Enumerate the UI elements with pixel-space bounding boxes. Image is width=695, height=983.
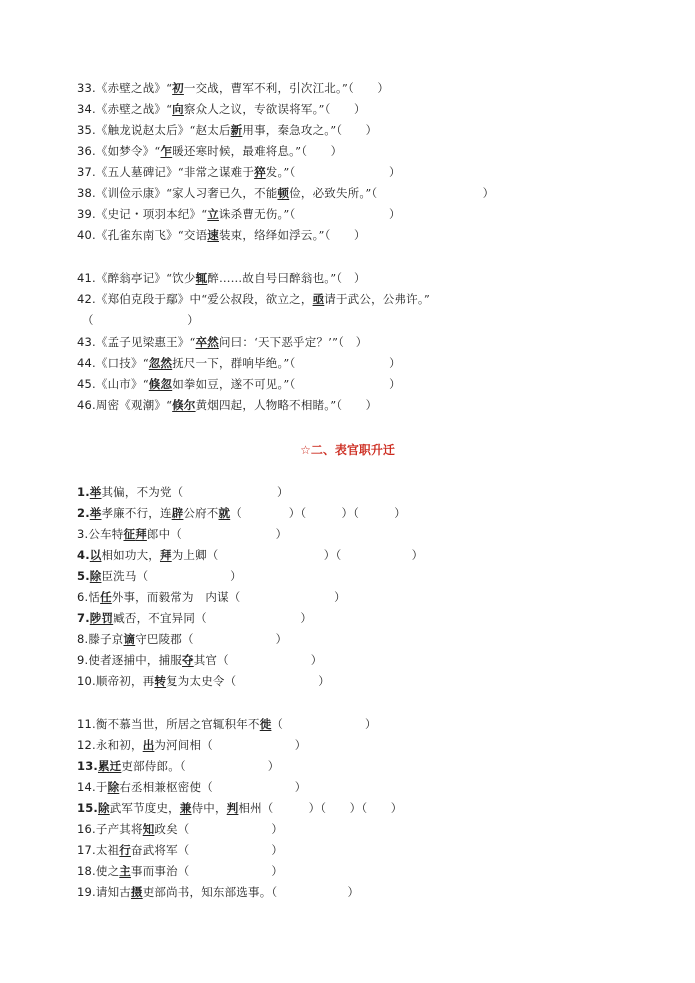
emphasized-word: 就 <box>218 506 231 520</box>
sentence-text: 衡不慕当世，所居之官辄积年不 <box>95 717 260 731</box>
sentence-text: 《如梦令》“ <box>95 144 161 158</box>
sentence-text: 醉……故自号曰醉翁也。”（ ） <box>207 271 366 285</box>
emphasized-word: 谪 <box>123 632 136 646</box>
sentence-text: 外事，而毅常为 内谋（ ） <box>111 590 346 604</box>
sentence-text: 相如功大， <box>101 548 160 562</box>
item-number: 9. <box>77 653 89 667</box>
section-title-official-promotion: ☆二、表官职升迁 <box>300 443 395 457</box>
sentence-text: 子产其将 <box>95 822 143 836</box>
item-number: 1. <box>77 485 90 499</box>
exercise-line <box>77 758 279 774</box>
item-number: 36. <box>77 144 96 158</box>
item-number: 39. <box>77 207 96 221</box>
sentence-text: 一交战，曹军不利，引次江北。”（ ） <box>183 81 390 95</box>
item-number: 2. <box>77 506 90 520</box>
emphasized-word: 兼 <box>179 801 192 815</box>
sentence-text: 顺帝初，再 <box>95 674 155 688</box>
emphasized-word: 举 <box>89 485 102 499</box>
exercise-line <box>77 505 406 521</box>
emphasized-word: 速 <box>207 228 219 242</box>
exercise-line <box>77 589 346 605</box>
exercise-line <box>77 101 366 117</box>
emphasized-word: 主 <box>119 864 131 878</box>
item-number: 16. <box>77 822 96 836</box>
sentence-text: 吏部尚书，知东部选事。（ ） <box>142 885 360 899</box>
item-number: 45. <box>77 377 96 391</box>
item-number: 44. <box>77 356 96 370</box>
answer-blank-continuation: （ ） <box>82 313 199 327</box>
item-number: 14. <box>77 780 96 794</box>
emphasized-word: 判 <box>226 801 239 815</box>
item-number: 10. <box>77 674 96 688</box>
emphasized-word: 拜 <box>135 527 147 541</box>
emphasized-word: 除 <box>89 569 102 583</box>
sentence-text: 请知古 <box>95 885 131 899</box>
sentence-text: 捕服 <box>158 653 182 667</box>
sentence-text: 孝廉不行，连 <box>101 506 172 520</box>
emphasized-word: 出 <box>142 738 155 752</box>
sentence-text: 永和初， <box>95 738 143 752</box>
emphasized-word: 新 <box>230 123 243 137</box>
sentence-text: （ ） <box>271 717 377 731</box>
emphasized-word: 任 <box>100 590 112 604</box>
sentence-text: 问曰：‘天下恶乎定？’”（ ） <box>218 335 368 349</box>
emphasized-word: 拜 <box>159 548 172 562</box>
sentence-text: 《醉翁亭记》“饮少 <box>95 271 196 285</box>
sentence-text: 黄烟四起，人物略不相睹。”（ ） <box>195 398 378 412</box>
item-number: 18. <box>77 864 96 878</box>
exercise-line <box>77 164 401 180</box>
sentence-text: 《口技》“ <box>95 356 149 370</box>
emphasized-word: 卒然 <box>195 335 219 349</box>
emphasized-word: 除 <box>97 801 110 815</box>
exercise-line <box>77 376 401 392</box>
item-number: 33. <box>77 81 96 95</box>
exercise-line <box>77 779 307 795</box>
sentence-text: 其偏，不为党（ ） <box>101 485 289 499</box>
item-number: 5. <box>77 569 90 583</box>
item-number: 12. <box>77 738 96 752</box>
emphasized-word: 夺 <box>182 653 194 667</box>
emphasized-word: 转 <box>154 674 167 688</box>
emphasized-word: 辄 <box>195 271 208 285</box>
sentence-text: 请于武公，公弗许。” <box>324 292 430 306</box>
emphasized-word: 初 <box>172 81 184 95</box>
emphasized-word: 征 <box>123 527 136 541</box>
sentence-text: 《孟子见梁惠王》“ <box>95 335 196 349</box>
sentence-text: 《山市》“ <box>95 377 149 391</box>
sentence-text: 为河间相（ ） <box>154 738 307 752</box>
sentence-text: 抚尺一下，群响毕绝。”（ ） <box>172 356 401 370</box>
sentence-text: 诛杀曹无伤。”（ ） <box>218 207 401 221</box>
sentence-text: 《史记・项羽本纪》“ <box>95 207 208 221</box>
sentence-text: 右丞相兼枢密使（ ） <box>119 780 307 794</box>
sentence-text: 守巴陵郡（ ） <box>135 632 288 646</box>
sentence-text: 奋武将军（ ） <box>131 843 284 857</box>
emphasized-word: 举 <box>89 506 102 520</box>
emphasized-word: 摄 <box>131 885 143 899</box>
sentence-text: 《赤壁之战》“ <box>95 81 173 95</box>
exercise-line <box>77 547 423 563</box>
emphasized-word: 乍 <box>160 144 173 158</box>
exercise-line <box>77 80 389 96</box>
exercise-line <box>77 355 401 371</box>
item-number: 11. <box>77 717 96 731</box>
sentence-text: 臣洗马（ ） <box>101 569 242 583</box>
item-number: 37. <box>77 165 96 179</box>
emphasized-word: 陟罚 <box>89 611 114 625</box>
sentence-text: 太祖 <box>95 843 120 857</box>
emphasized-word: 忽然 <box>148 356 173 370</box>
item-number: 42. <box>77 292 96 306</box>
exercise-line <box>77 673 330 689</box>
exercise-line <box>77 631 287 647</box>
emphasized-word: 辟 <box>171 506 184 520</box>
sentence-text: 复为太史令（ ） <box>166 674 330 688</box>
exercise-line <box>77 821 283 837</box>
item-number: 7. <box>77 611 90 625</box>
exercise-line <box>77 863 283 879</box>
sentence-text: 侍中， <box>191 801 227 815</box>
exercise-line <box>77 568 242 584</box>
sentence-text: 滕子京 <box>88 632 124 646</box>
sentence-text: 察众人之议，专欲误将军。”（ ） <box>183 102 366 116</box>
sentence-text: 中， <box>135 653 159 667</box>
exercise-line <box>77 716 377 732</box>
item-number: 8. <box>77 632 89 646</box>
emphasized-word: 徙 <box>259 717 272 731</box>
item-number: 3. <box>77 527 89 541</box>
item-number: 35. <box>77 123 96 137</box>
emphasized-word: 知 <box>142 822 155 836</box>
exercise-line <box>77 842 283 858</box>
item-number: 41. <box>77 271 96 285</box>
sentence-text: 臧否，不宜异同（ ） <box>113 611 313 625</box>
sentence-text: 事而事治（ ） <box>131 864 284 878</box>
sentence-text: 用事，秦急攻之。”（ ） <box>242 123 378 137</box>
sentence-text: 如拳如豆，遂不可见。”（ ） <box>172 377 401 391</box>
sentence-text: 政矣（ ） <box>154 822 284 836</box>
exercise-line <box>77 291 430 307</box>
emphasized-word: 倏忽 <box>148 377 173 391</box>
exercise-line <box>77 484 289 500</box>
exercise-line <box>77 800 402 816</box>
sentence-text: 于 <box>95 780 108 794</box>
emphasized-word: 向 <box>172 102 184 116</box>
sentence-text: 《训俭示康》“家人习奢已久，不能 <box>95 186 278 200</box>
exercise-line <box>77 227 366 243</box>
emphasized-word: 行 <box>119 843 131 857</box>
sentence-text: 发。”（ ） <box>265 165 401 179</box>
emphasized-word: 以 <box>89 548 102 562</box>
emphasized-word: 除 <box>107 780 120 794</box>
exercise-line <box>77 652 322 668</box>
exercise-line <box>77 397 377 413</box>
sentence-text: 周密《观潮》“ <box>95 398 173 412</box>
sentence-text: 俭，必致失所。”（ ） <box>289 186 495 200</box>
emphasized-word: 顿 <box>277 186 290 200</box>
sentence-text: 装束，络绎如浮云。”（ ） <box>218 228 366 242</box>
item-number: 40. <box>77 228 96 242</box>
sentence-text: 恬 <box>88 590 101 604</box>
emphasized-word: 亟 <box>312 292 325 306</box>
exercise-line <box>77 334 367 350</box>
exercise-line <box>77 206 401 222</box>
sentence-text: 《郑伯克段于鄢》中“爱公叔段，欲立之， <box>95 292 313 306</box>
sentence-text: 吏部侍郎。（ ） <box>121 759 280 773</box>
item-number: 43. <box>77 335 96 349</box>
sentence-text: 使之 <box>95 864 120 878</box>
exercise-line <box>77 526 287 542</box>
sentence-text: 郎中（ ） <box>146 527 288 541</box>
sentence-text: 相州（ ）（ ）（ ） <box>238 801 403 815</box>
sentence-text: 其官（ ） <box>193 653 323 667</box>
sentence-text: 武军节度史， <box>109 801 180 815</box>
sentence-text: 公府不 <box>183 506 219 520</box>
item-number: 38. <box>77 186 96 200</box>
item-number: 6. <box>77 590 89 604</box>
sentence-text: 《触龙说赵太后》“赵太后 <box>95 123 231 137</box>
item-number: 15. <box>77 801 98 815</box>
emphasized-word: 猝 <box>254 165 266 179</box>
item-number: 4. <box>77 548 90 562</box>
emphasized-word: 累迁 <box>97 759 122 773</box>
item-number: 46. <box>77 398 96 412</box>
item-number: 19. <box>77 885 96 899</box>
emphasized-word: 倏尔 <box>172 398 196 412</box>
exercise-line <box>77 143 342 159</box>
emphasized-word: 立 <box>207 207 219 221</box>
sentence-text: 公车特 <box>88 527 124 541</box>
item-number: 34. <box>77 102 96 116</box>
sentence-text: 使者逐捕 <box>88 653 136 667</box>
item-number: 17. <box>77 843 96 857</box>
sentence-text: 《孔雀东南飞》“交语 <box>95 228 208 242</box>
exercise-line <box>77 610 312 626</box>
exercise-line <box>77 737 307 753</box>
item-number: 13. <box>77 759 98 773</box>
sentence-text: 为上卿（ ）（ ） <box>171 548 424 562</box>
sentence-text: （ ）（ ）（ ） <box>230 506 406 520</box>
sentence-text: 《五人墓碑记》“非常之谋难于 <box>95 165 255 179</box>
sentence-text: 《赤壁之战》“ <box>95 102 173 116</box>
exercise-line <box>77 884 359 900</box>
sentence-text: 暖还寒时候，最难将息。”（ ） <box>172 144 343 158</box>
exercise-line <box>77 185 494 201</box>
exercise-line <box>77 122 377 138</box>
exercise-line <box>77 270 366 286</box>
